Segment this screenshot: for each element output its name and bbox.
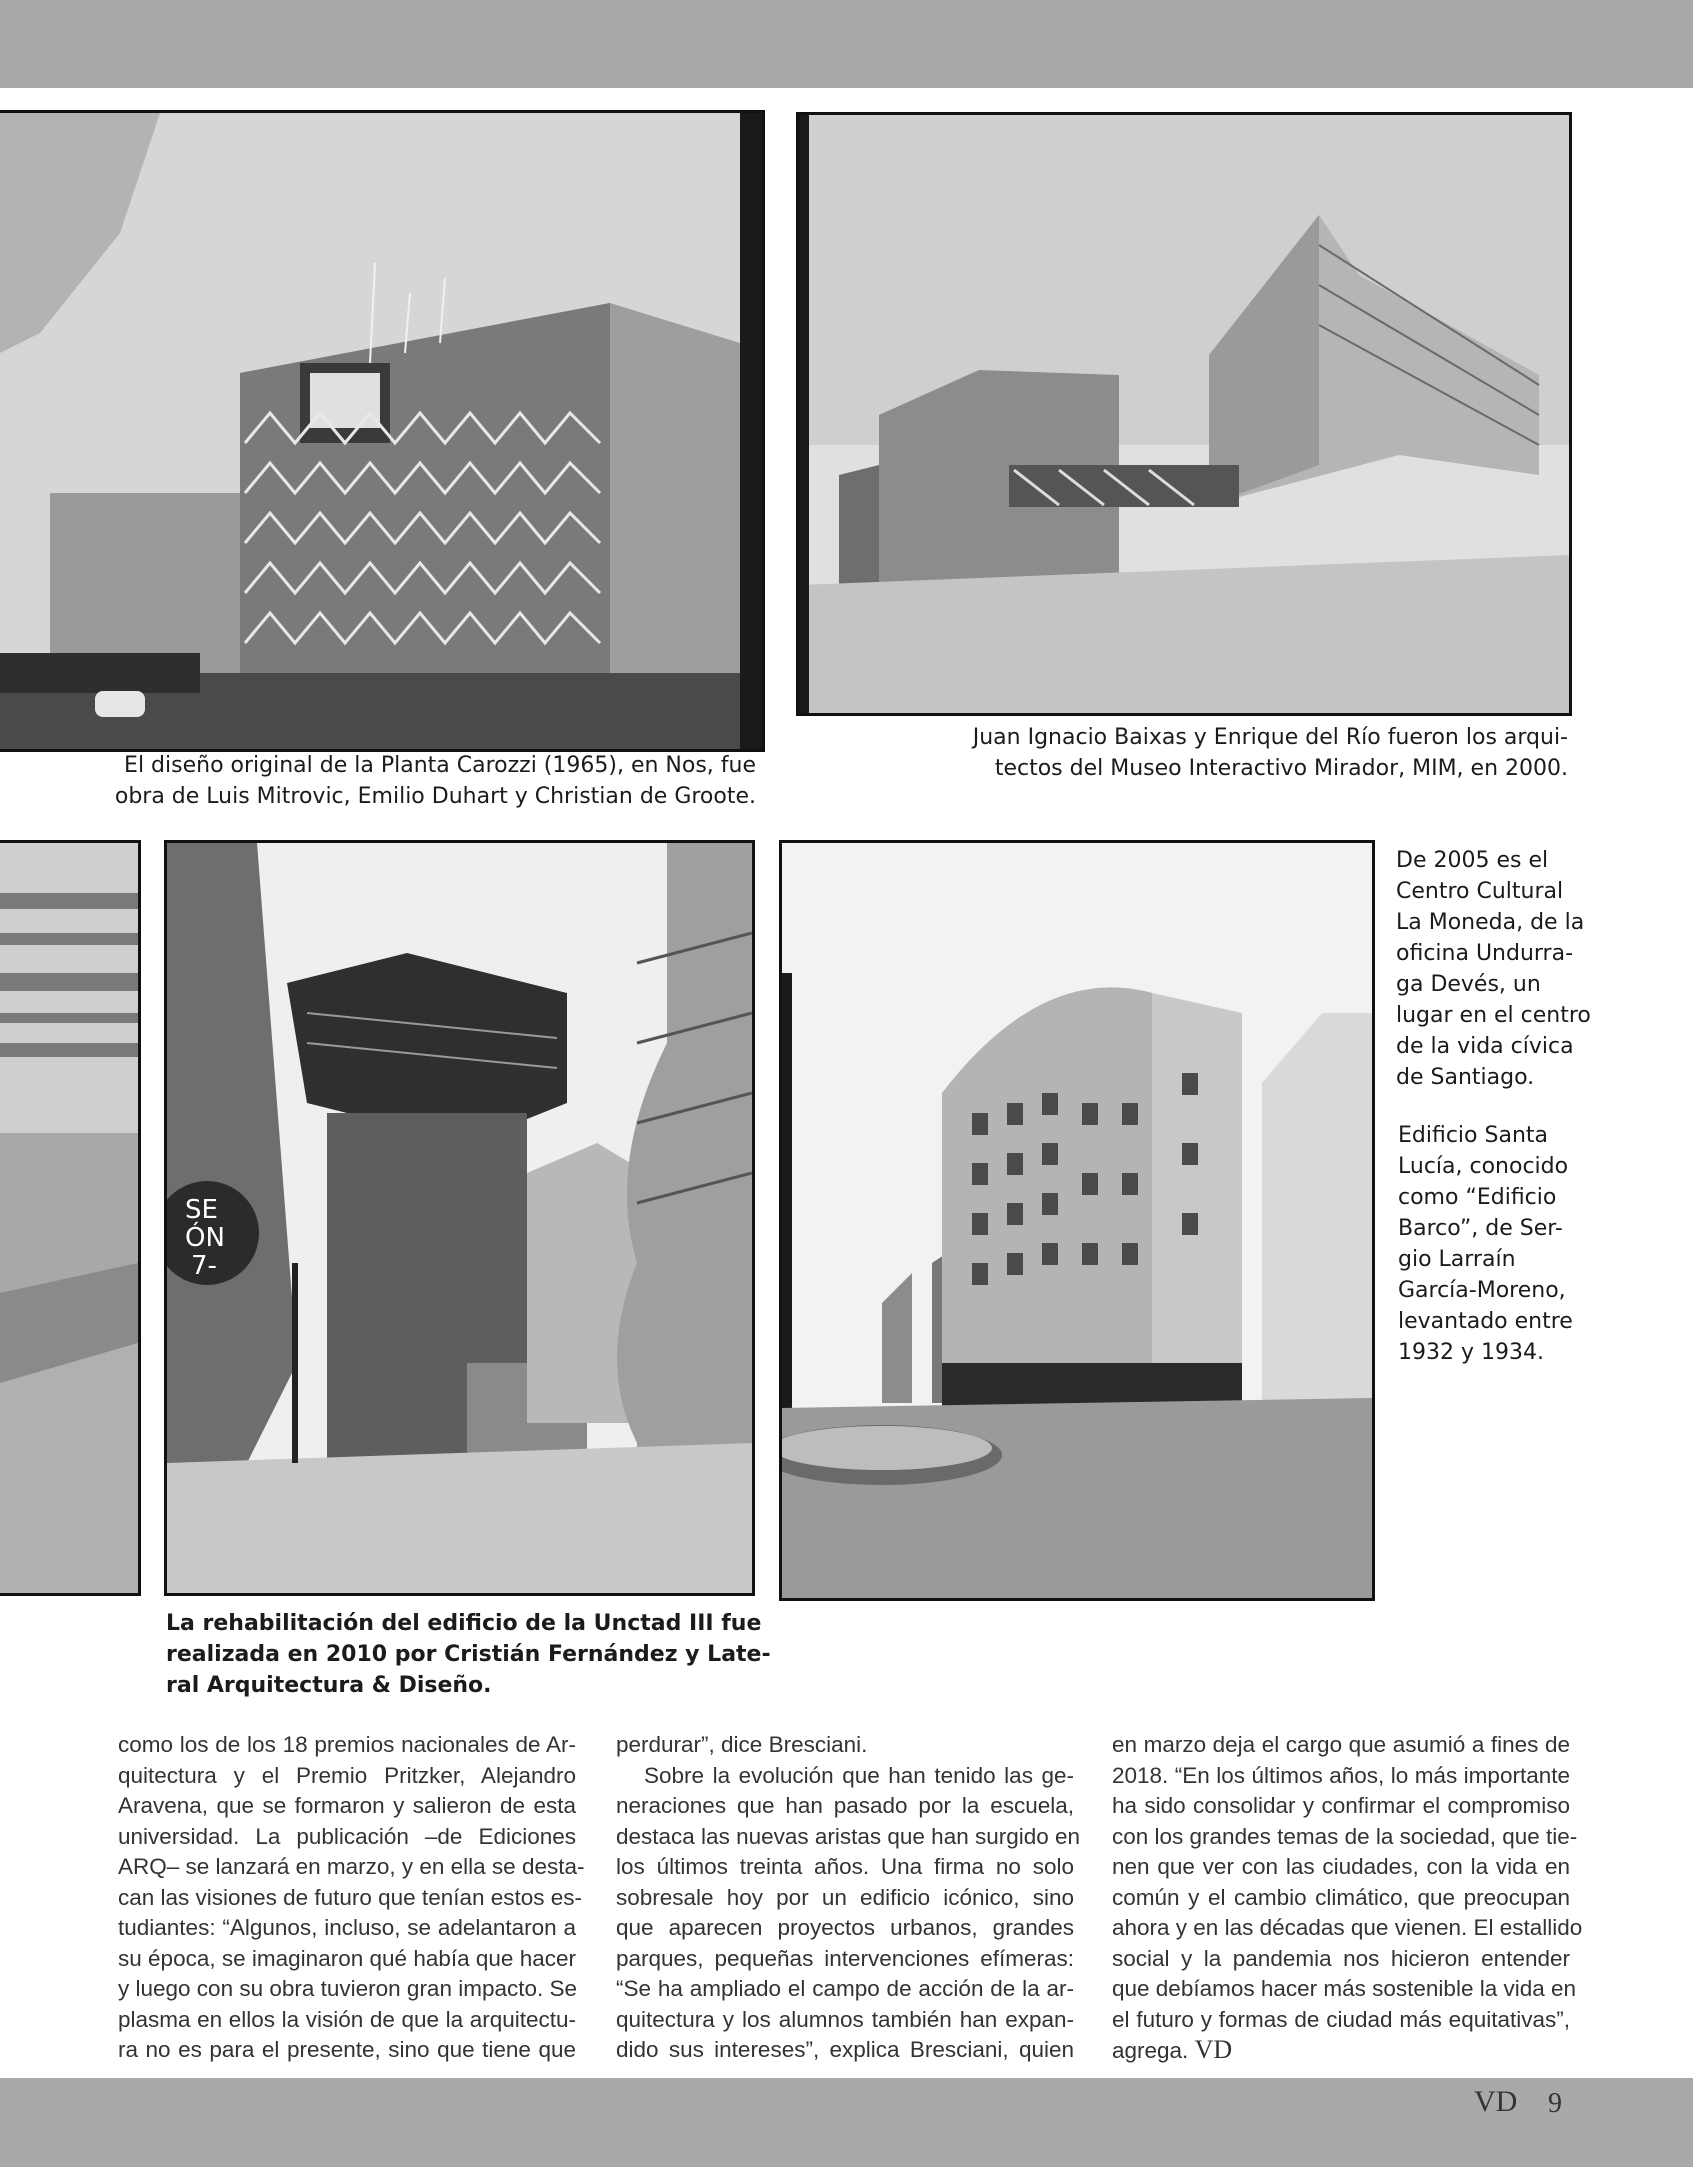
body-line: ra no es para el presente, sino que tiene que — [118, 2037, 576, 2062]
caption-line: Juan Ignacio Baixas y Enrique del Río fueron los arqui- — [972, 725, 1568, 750]
caption-line: obra de Luis Mitrovic, Emilio Duhart y Christian de Groote. — [114, 784, 756, 809]
caption-line: de la vida cívica — [1396, 1034, 1574, 1059]
caption-line: de Santiago. — [1396, 1065, 1535, 1090]
caption-line: realizada en 2010 por Cristián Fernández y Late- — [166, 1642, 771, 1667]
bottom-band — [0, 2078, 1693, 2167]
body-column-1 — [118, 1730, 585, 2066]
caption-line: 1932 y 1934. — [1398, 1340, 1544, 1365]
body-column-2 — [616, 1730, 1081, 2066]
body-line: tudiantes: “Algunos, incluso, se adelantaron a — [118, 1915, 576, 1940]
caption-line: De 2005 es el — [1396, 848, 1549, 873]
photo-centro-cultural-la-moneda — [0, 840, 141, 1596]
caption-line: Edificio Santa — [1398, 1123, 1548, 1148]
body-line: que aparecen proyectos urbanos, grandes — [616, 1915, 1074, 1940]
caption-line: oficina Undurra- — [1396, 941, 1574, 966]
body-line: Sobre la evolución que han tenido las ge- — [644, 1762, 1074, 1788]
body-line: neraciones que han pasado por la escuela, — [616, 1793, 1074, 1818]
body-line: quitectura y los alumnos también han expan- — [616, 2006, 1074, 2032]
caption-edificio-santa-lucia — [1398, 1120, 1688, 1368]
sign-text-line: SE — [185, 1195, 218, 1225]
caption-unctad — [166, 1608, 771, 1701]
body-line: el futuro y formas de ciudad más equitativas”, — [1112, 2006, 1570, 2032]
photo-edificio-santa-lucia — [779, 840, 1375, 1601]
caption-line: La rehabilitación del edificio de la Unctad III fue — [166, 1611, 762, 1636]
caption-line: levantado entre — [1398, 1309, 1573, 1334]
body-line: plasma en ellos la visión de que la arquitectu- — [118, 2006, 576, 2032]
page-number: 9 — [1548, 2088, 1562, 2119]
caption-line: gio Larraín — [1398, 1247, 1516, 1272]
body-line: perdurar”, dice Bresciani. — [616, 1732, 868, 1757]
body-line: “Se ha ampliado el campo de acción de la ar- — [616, 1976, 1074, 2001]
body-line — [1112, 2035, 1570, 2067]
caption-line: lugar en el centro — [1396, 1003, 1591, 1028]
body-last-words: agrega. — [1112, 2038, 1189, 2063]
body-line: como los de los 18 premios nacionales de Ar- — [118, 1732, 576, 1757]
caption-line: como “Edificio — [1398, 1185, 1557, 1210]
body-line: con los grandes temas de la sociedad, que tie- — [1112, 1823, 1578, 1849]
body-line: nen que ver con las ciudades, con la vida en — [1112, 1854, 1570, 1879]
body-line: social y la pandemia nos hicieron entender — [1112, 1945, 1570, 1971]
body-line: dido sus intereses”, explica Bresciani, quien — [616, 2037, 1074, 2062]
footer-brand-logo: VD — [1474, 2085, 1518, 2118]
photo-unctad-iii — [164, 840, 755, 1596]
caption-line: Lucía, conocido — [1398, 1154, 1569, 1179]
caption-line: La Moneda, de la — [1396, 910, 1585, 935]
body-line: quitectura y el Premio Pritzker, Alejandro — [118, 1762, 576, 1788]
photo-museo-mirador — [796, 112, 1572, 716]
top-band — [0, 0, 1693, 88]
body-line: su época, se imaginaron qué había que hacer — [118, 1945, 576, 1971]
caption-line: ga Devés, un — [1396, 972, 1541, 997]
sign-text-line: 7- — [191, 1251, 217, 1281]
body-line: 2018. “En los últimos años, lo más importante — [1112, 1762, 1570, 1788]
caption-line: ral Arquitectura & Diseño. — [166, 1673, 492, 1698]
body-line: en marzo deja el cargo que asumió a fines de — [1112, 1732, 1570, 1757]
body-line: que debíamos hacer más sostenible la vida en — [1112, 1976, 1577, 2001]
caption-line: Centro Cultural — [1396, 879, 1564, 904]
body-line: y luego con su obra tuvieron gran impacto. Se — [118, 1976, 578, 2001]
body-line: ahora y en las décadas que vienen. El estallido — [1112, 1915, 1583, 1940]
caption-line: tectos del Museo Interactivo Mirador, MIM, en 2000. — [994, 756, 1568, 781]
body-line: parques, pequeñas intervenciones efímeras: — [616, 1945, 1074, 1971]
body-line: común y el cambio climático, que preocupan — [1112, 1884, 1570, 1910]
body-line: sobresale hoy por un edificio icónico, sino — [616, 1884, 1074, 1910]
caption-carozzi — [60, 750, 756, 812]
body-line: ARQ– se lanzará en marzo, y en ella se desta- — [118, 1854, 585, 1879]
end-mark-logo: VD — [1194, 2035, 1233, 2064]
body-line: los últimos treinta años. Una firma no solo — [616, 1854, 1074, 1879]
body-line: can las visiones de futuro que tenían estos es- — [118, 1884, 583, 1910]
body-line: ha sido consolidar y confirmar el compromiso — [1112, 1793, 1570, 1818]
photo-planta-carozzi — [0, 110, 765, 752]
caption-centro-cultural-la-moneda — [1396, 845, 1686, 1093]
sign-text-line: ÓN — [185, 1223, 225, 1253]
caption-line: El diseño original de la Planta Carozzi (1965), en Nos, fue — [124, 753, 756, 778]
caption-line: García-Moreno, — [1398, 1278, 1566, 1303]
caption-mim — [900, 722, 1568, 784]
caption-line: Barco”, de Ser- — [1398, 1216, 1563, 1241]
body-column-3 — [1112, 1730, 1583, 2067]
body-line: destaca las nuevas aristas que han surgido en — [616, 1823, 1081, 1849]
body-line: Aravena, que se formaron y salieron de esta — [118, 1793, 576, 1818]
body-line: universidad. La publicación –de Ediciones — [118, 1823, 576, 1849]
